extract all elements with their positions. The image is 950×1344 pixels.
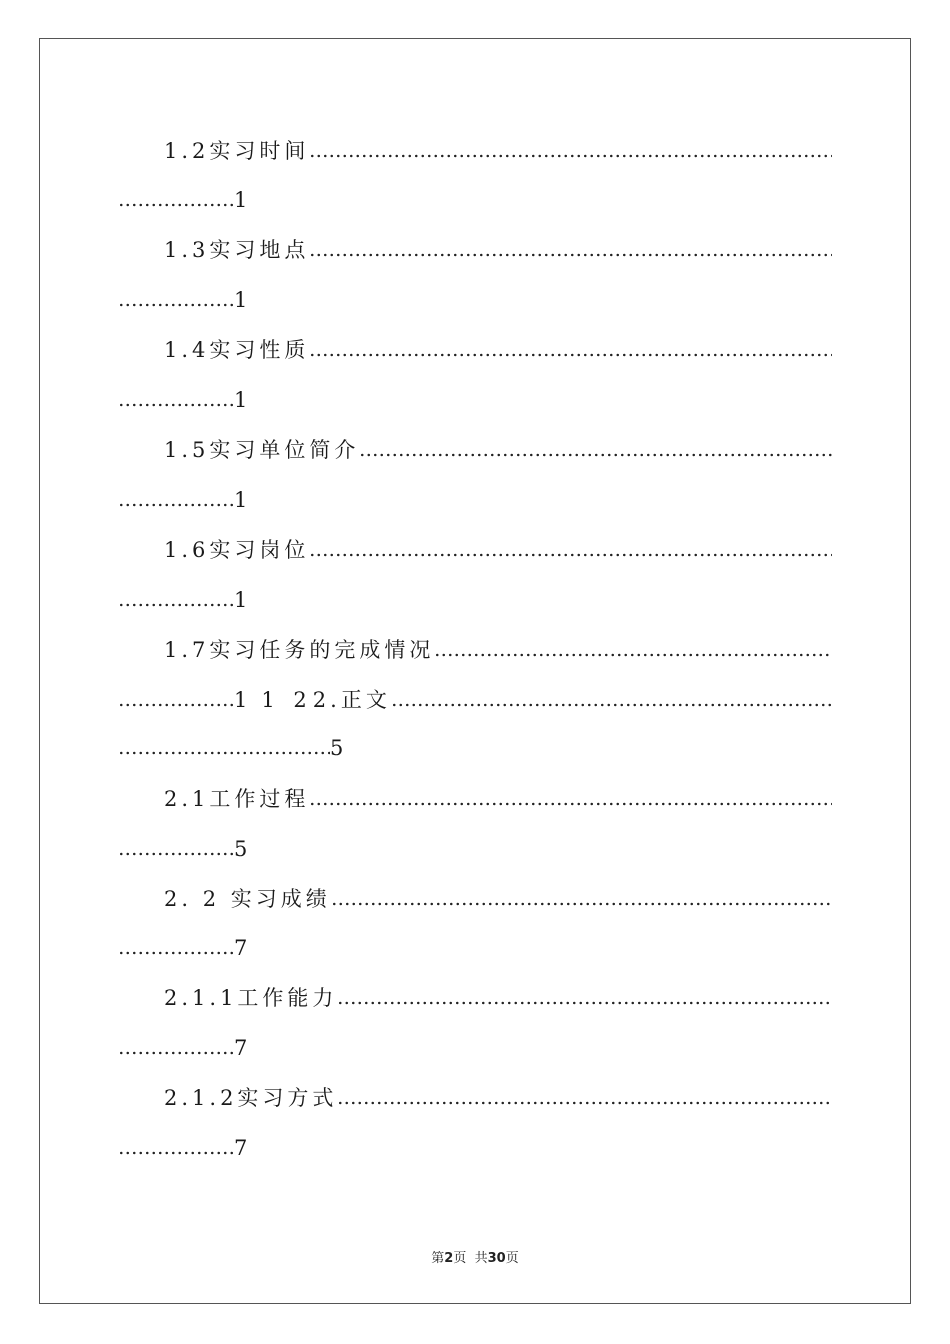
toc-entry-continuation — [118, 835, 247, 863]
toc-page-number: 1 — [234, 488, 248, 512]
footer-current-page: 2 — [444, 1251, 454, 1266]
toc-entry-label: 1.6实习岗位 — [164, 538, 310, 562]
toc-leader-dots — [309, 536, 832, 564]
toc-leader-dots — [434, 636, 832, 664]
toc-leader-dots — [309, 236, 832, 264]
toc-leader-dots — [118, 386, 234, 414]
toc-entry-label[interactable]: 2.正文 — [312, 688, 391, 712]
toc-entry-label: 1.7实习任务的完成情况 — [164, 638, 435, 662]
toc-leader-dots — [337, 1084, 832, 1112]
toc-leader-dots — [118, 686, 234, 714]
toc-leader-dots — [359, 436, 832, 464]
toc-entry-label: 2.1.1工作能力 — [164, 986, 338, 1010]
page-footer — [0, 1247, 950, 1266]
page-border — [39, 38, 911, 1304]
toc-leader-dots — [118, 934, 234, 962]
toc-entry-continuation — [118, 486, 247, 514]
toc-entry-label: 1.3实习地点 — [164, 238, 310, 262]
toc-page-number: 7 — [234, 936, 248, 960]
toc-leader-dots — [118, 486, 234, 514]
toc-entry-label: 1.5实习单位简介 — [164, 438, 360, 462]
toc-entry[interactable] — [164, 436, 832, 464]
toc-entry[interactable] — [164, 885, 832, 913]
toc-leader-dots — [118, 835, 234, 863]
toc-entry-continuation — [118, 186, 247, 214]
footer-suffix: 页 — [505, 1251, 519, 1266]
toc-entry-continuation — [118, 286, 247, 314]
toc-entry-continuation — [118, 386, 247, 414]
toc-page-number: 1 — [234, 288, 248, 312]
toc-entry-label: 2. 2 实习成绩 — [164, 887, 331, 911]
toc-entry[interactable] — [164, 336, 832, 364]
toc-section-number: 1 2 — [261, 688, 313, 712]
footer-total-pages: 30 — [487, 1251, 506, 1266]
toc-entry[interactable] — [164, 137, 832, 165]
toc-leader-dots — [118, 186, 234, 214]
toc-page-number: 5 — [330, 736, 344, 760]
toc-entry-label: 1.4实习性质 — [164, 338, 310, 362]
toc-page-number: 5 — [234, 837, 248, 861]
toc-entry-continuation — [118, 934, 247, 962]
toc-entry-continuation — [118, 686, 832, 714]
toc-page-number: 1 — [234, 588, 248, 612]
toc-entry[interactable] — [164, 536, 832, 564]
toc-leader-dots — [309, 336, 832, 364]
toc-leader-dots — [118, 586, 234, 614]
toc-leader-dots — [118, 734, 330, 762]
toc-entry-label: 2.1.2实习方式 — [164, 1086, 338, 1110]
toc-entry-continuation — [118, 1134, 247, 1162]
toc-entry-label: 1.2实习时间 — [164, 139, 310, 163]
toc-page-number: 1 — [234, 688, 248, 712]
toc-entry[interactable] — [164, 984, 832, 1012]
footer-prefix: 第 — [431, 1251, 445, 1266]
toc-page-number: 7 — [234, 1136, 248, 1160]
toc-entry-continuation — [118, 586, 247, 614]
toc-page-number: 1 — [234, 388, 248, 412]
footer-middle: 页 共 — [453, 1251, 488, 1266]
toc-leader-dots — [118, 286, 234, 314]
toc-entry[interactable] — [164, 785, 832, 813]
toc-leader-dots — [118, 1134, 234, 1162]
toc-leader-dots — [309, 785, 832, 813]
toc-entry[interactable] — [164, 636, 832, 664]
toc-entry-continuation — [118, 1034, 247, 1062]
toc-leader-dots — [331, 885, 832, 913]
toc-entry-continuation — [118, 734, 343, 762]
toc-leader-dots — [337, 984, 832, 1012]
toc-leader-dots — [118, 1034, 234, 1062]
toc-entry-label: 2.1工作过程 — [164, 787, 310, 811]
toc-page-number: 7 — [234, 1036, 248, 1060]
toc-leader-dots — [309, 137, 832, 165]
toc-leader-dots — [391, 686, 832, 714]
toc-page-number: 1 — [234, 188, 248, 212]
toc-entry[interactable] — [164, 1084, 832, 1112]
toc-entry[interactable] — [164, 236, 832, 264]
